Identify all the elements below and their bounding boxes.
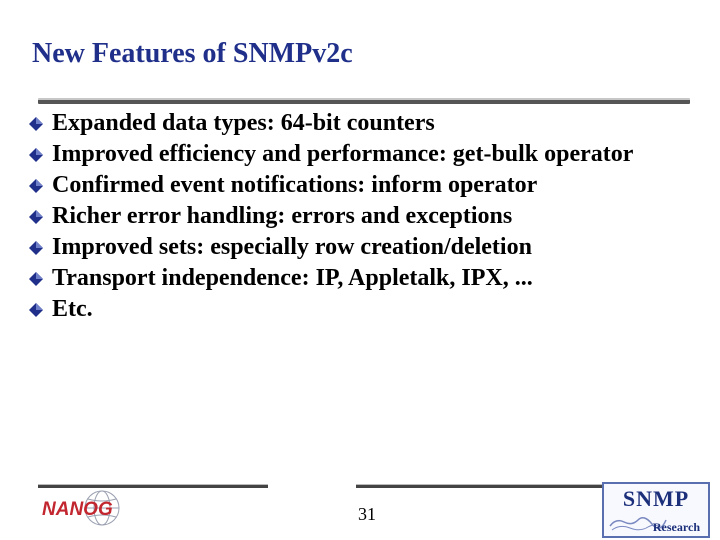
bullet-text: Transport independence: IP, Appletalk, IPX, ... — [52, 265, 533, 291]
slide-title: New Features of SNMPv2c — [32, 38, 353, 69]
bullet-text: Expanded data types: 64-bit counters — [52, 110, 435, 136]
diamond-bullet-icon — [28, 147, 44, 163]
title-divider — [38, 98, 690, 104]
bullet-item — [28, 201, 708, 232]
bullet-text: Improved efficiency and performance: get-bulk operator — [52, 141, 634, 167]
snmp-logo-text: SNMP — [622, 486, 690, 511]
snmp-logo-subtext: Research — [652, 520, 700, 534]
nanog-logo-text: NANOG — [42, 499, 113, 520]
footer-divider-right — [356, 484, 604, 488]
bullet-text: Confirmed event notifications: inform operator — [52, 172, 538, 198]
diamond-bullet-icon — [28, 178, 44, 194]
bullet-item — [28, 263, 708, 294]
page-number: 31 — [358, 504, 376, 524]
bullet-item — [28, 232, 708, 263]
bullet-text: Richer error handling: errors and exceptions — [52, 203, 513, 229]
diamond-bullet-icon — [28, 240, 44, 256]
bullet-item — [28, 170, 708, 201]
bullet-item — [28, 108, 708, 139]
bullet-item — [28, 294, 708, 325]
bullet-list — [28, 108, 708, 325]
diamond-bullet-icon — [28, 271, 44, 287]
bullet-text: Improved sets: especially row creation/deletion — [52, 234, 532, 260]
diamond-bullet-icon — [28, 302, 44, 318]
diamond-bullet-icon — [28, 116, 44, 132]
nanog-logo — [40, 488, 144, 528]
bullet-text: Etc. — [52, 296, 93, 322]
diamond-bullet-icon — [28, 209, 44, 225]
bullet-item — [28, 139, 708, 170]
snmp-research-logo — [602, 482, 710, 538]
